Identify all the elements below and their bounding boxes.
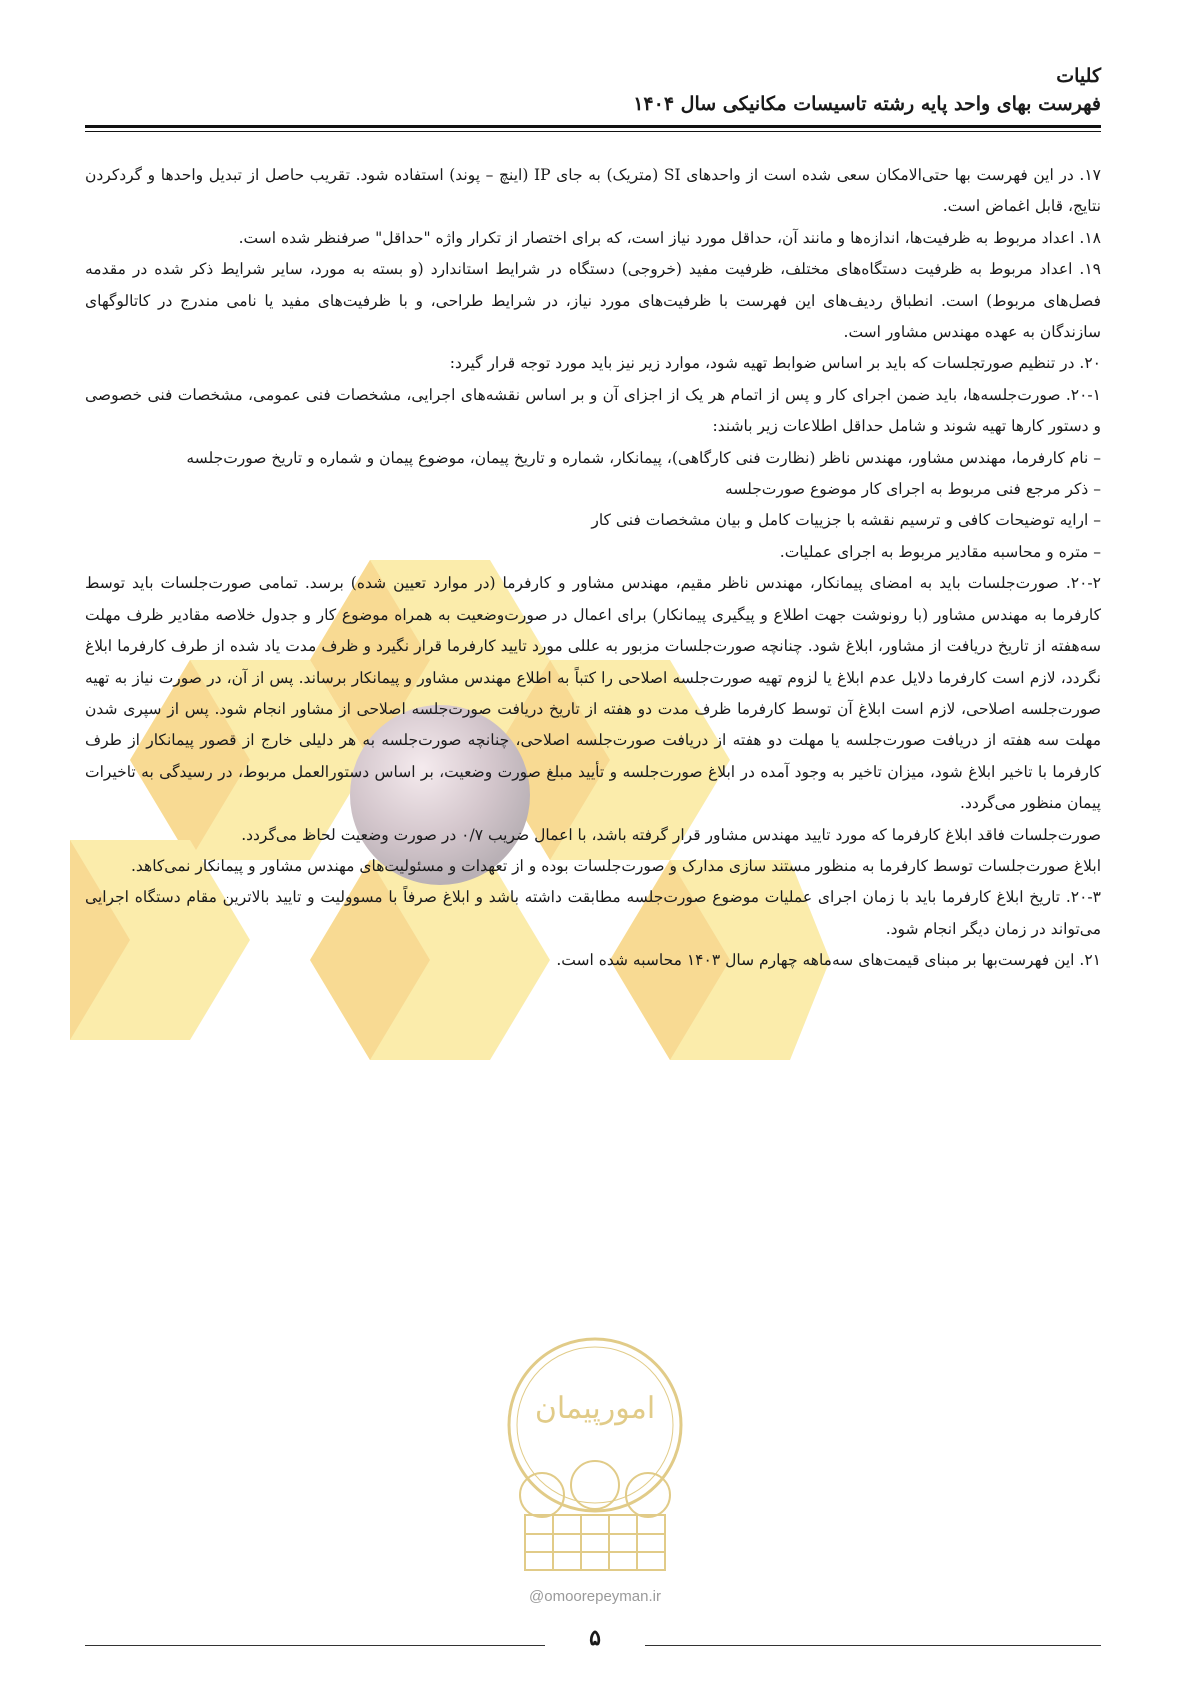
clause-20: ۲۰. در تنظیم صورتجلسات که باید بر اساس ضوابط تهیه شود، موارد زیر نیز باید مورد توجه قرار گیرد: [449, 354, 1101, 373]
clause-20-2: ۲۰-۲. صورت‌جلسات باید به امضای پیمانکار، مهندس ناظر مقیم، مهندس مشاور و کارفرما (در موارد تعیین شده) برسد. تمامی صورت‌جلسات باید توسط کارفرما به مهندس مشاور (با رونوشت جهت اطلاع و پیگیری پیمانکار) برای اعمال در صورت‌وضعیت به همراه موضوع کار و جدول خلاصه مقادیر ظرف مهلت سه‌هفته از تاریخ دریافت از مشاور، ابلاغ شود. چنانچه صورت‌جلسات مزبور به عللی مورد تایید کارفرما قرار نگیرد و ظرف مدت یاد شده از طرف کارفرما ابلاغ نگردد، لازم است کارفرما دلایل عدم ابلاغ یا لزوم تهیه صورت‌جلسه اصلاحی را کتباً به اطلاع مهندس مشاور و پیمانکار برساند. پس از آن، در صورت نیاز به تهیه صورت‌جلسه اصلاحی، لازم است ابلاغ آن توسط کارفرما ظرف مدت دو هفته از تاریخ دریافت صورت‌جلسه اصلاحی از مشاور انجام شود. پس از سپری شدن مهلت سه هفته از دریافت صورت‌جلسه یا مهلت دو هفته از دریافت صورت‌جلسه اصلاحی، چنانچه صورت‌جلسه به هر دلیلی خارج از قصور پیمانکار از طرف کارفرما با تاخیر ابلاغ شود، میزان تاخیر به وجود آمده در ابلاغ صورت‌جلسه و تأیید مبلغ صورت وضعیت، بر اساس دستورالعمل مربوط، در رسیدگی به تاخیرات پیمان منظور می‌گردد. [85, 574, 1101, 813]
omoor-peyman-logo [500, 1330, 690, 1580]
document-body [85, 160, 1101, 977]
list-item: – نام کارفرما، مهندس مشاور، مهندس ناظر (نظارت فنی کارگاهی)، پیمانکار، شماره و تاریخ پیمان، موضوع پیمان و شماره و تاریخ صورت‌جلسه [186, 448, 1101, 467]
header-subtitle: فهرست بهای واحد پایه رشته تاسیسات مکانیکی سال ۱۴۰۴ [633, 93, 1101, 115]
footer-rule-left [85, 1645, 545, 1646]
clause-17: ۱۷. در این فهرست بها حتی‌الامکان سعی شده است از واحدهای SI (متریک) به جای IP (اینچ – پوند) استفاده شود. تقریب حاصل از تبدیل واحدها و گردکردن نتایج، قابل اغماض است. [85, 166, 1101, 216]
clause-19: ۱۹. اعداد مربوط به ظرفیت دستگاه‌های مختلف، ظرفیت مفید (خروجی) دستگاه در شرایط استاندارد (و بسته به مورد، سایر شرایط ذکر شده در مقدمه فصل‌های مربوط) است. انطباق ردیف‌های این فهرست با ظرفیت‌های مورد نیاز، در شرایط طراحی، و با ظرفیت‌های مفید یا نامی مندرج در کاتالوگهای سازندگان به عهده مهندس مشاور است. [85, 260, 1101, 342]
clause-20-1: ۲۰-۱. صورت‌جلسه‌ها، باید ضمن اجرای کار و پس از اتمام هر یک از اجزای آن و بر اساس نقشه‌های اجرایی، مشخصات فنی عمومی، مشخصات فنی خصوصی و دستور کارها تهیه شوند و شامل حداقل اطلاعات زیر باشند: [85, 385, 1101, 436]
logo-text: امورپیمان [534, 1391, 656, 1426]
clause-18: ۱۸. اعداد مربوط به ظرفیت‌ها، اندازه‌ها و مانند آن، حداقل مورد نیاز است، که برای اختصار از تکرار واژه "حداقل" صرفنظر شده است. [238, 228, 1101, 247]
clause-20-3: ۲۰-۳. تاریخ ابلاغ کارفرما باید با زمان اجرای عملیات موضوع صورت‌جلسه مطابقت داشته باشد و ابلاغ صرفاً با مسوولیت و تایید بالاترین مقام دستگاه اجرایی می‌تواند در زمان دیگر انجام شود. [85, 888, 1101, 938]
page-header [85, 62, 1101, 118]
clause-20-2-note: ابلاغ صورت‌جلسات توسط کارفرما به منظور مستند سازی مدارک و صورت‌جلسات بوده و از تعهدات و مسئولیت‌های مهندس مشاور و پیمانکار نمی‌کاهد. [130, 856, 1101, 875]
list-item: – ارایه توضیحات کافی و ترسیم نقشه با جزییات کامل و بیان مشخصات فنی کار [591, 511, 1101, 530]
footer-rule-right [645, 1645, 1101, 1646]
list-item: – متره و محاسبه مقادیر مربوط به اجرای عملیات. [779, 542, 1101, 561]
header-divider-thin [85, 131, 1101, 132]
clause-20-2-note: صورت‌جلسات فاقد ابلاغ کارفرما که مورد تایید مهندس مشاور قرار گرفته باشد، با اعمال ضریب ۰/۷ در صورت وضعیت لحاظ می‌گردد. [241, 825, 1101, 844]
list-item: – ذکر مرجع فنی مربوط به اجرای کار موضوع صورت‌جلسه [724, 480, 1101, 499]
page-number: ۵ [589, 1625, 601, 1651]
header-divider [85, 125, 1101, 128]
website-watermark: @omoorepeyman.ir [529, 1588, 661, 1605]
clause-21: ۲۱. این فهرست‌بها بر مبنای قیمت‌های سه‌ماهه چهارم سال ۱۴۰۳ محاسبه شده است. [556, 951, 1101, 970]
header-title: کلیات [1056, 65, 1101, 87]
